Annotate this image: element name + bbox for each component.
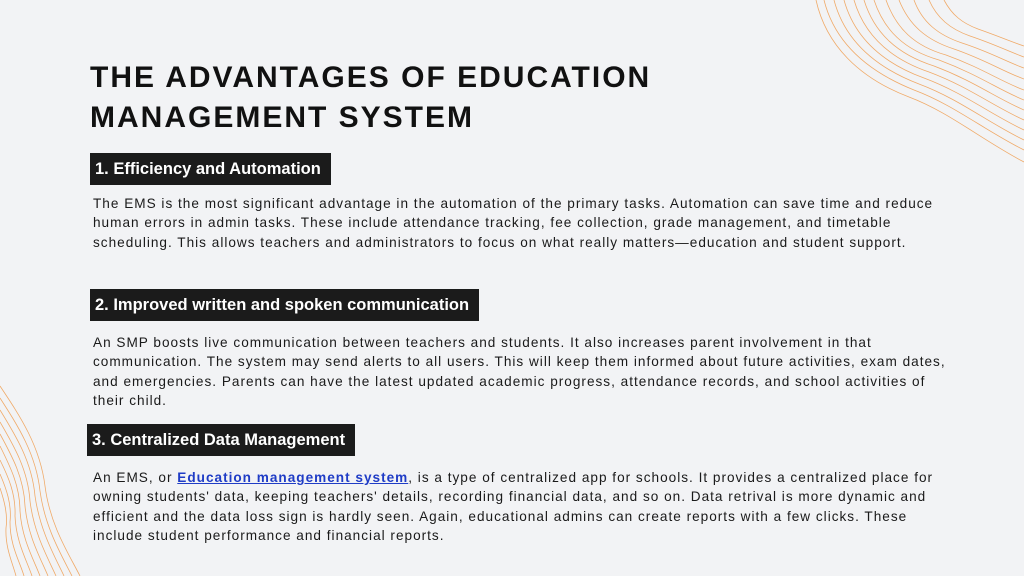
section-body-data-management <box>93 468 953 546</box>
education-management-system-link[interactable]: Education management system <box>177 470 409 485</box>
decorative-lines-top-right <box>804 0 1024 170</box>
section-body-intro: An EMS, or <box>93 470 178 485</box>
page-title: THE ADVANTAGES OF EDUCATION MANAGEMENT SYSTEM <box>90 61 652 134</box>
section-body-communication: An SMP boosts live communication between teachers and students. It also increases parent involvement in that communication. The system may send alerts to all users. This will keep them informed about future activities, exam dates, and emergencies. Parents can have the latest updated academic progress, attendance records, and school activities of their child. <box>93 335 946 409</box>
section-heading-communication: 2. Improved written and spoken communication <box>90 289 479 321</box>
decorative-lines-bottom-left <box>0 376 90 576</box>
section-heading-efficiency: 1. Efficiency and Automation <box>90 153 331 185</box>
section-body-efficiency: The EMS is the most significant advantage in the automation of the primary tasks. Automation can save time and reduce human errors in admin tasks. These include attendance tracking, fee collection, grade management, and timetable scheduling. This allows teachers and administrators to focus on what really matters—education and student support. <box>93 196 934 250</box>
section-heading-data-management: 3. Centralized Data Management <box>87 424 355 456</box>
section-body-rest: , is a type of centralized app for schools. It provides a centralized place for owning students' data, keeping teachers' details, recording financial data, and so on. Data retrival is more dynamic and efficient and the data loss sign is hardly seen. Again, educational admins can create reports with a few clicks. These include student performance and financial reports. <box>93 470 934 544</box>
